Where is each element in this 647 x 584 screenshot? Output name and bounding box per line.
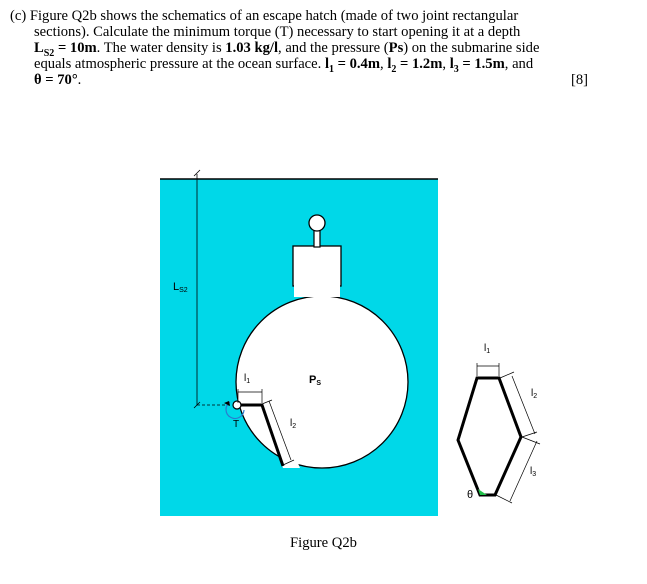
hatch-detail-outline: [458, 378, 521, 495]
density-value: 1.03 kg/l: [225, 40, 279, 56]
ls2-sub: S2: [43, 47, 55, 59]
question-label: (c): [10, 8, 27, 24]
torque-label: T: [233, 419, 240, 430]
line4-text-a: equals atmospheric pressure at the ocean surface.: [34, 56, 325, 72]
hinge-pivot: [233, 401, 241, 409]
ls2-value: = 10m: [54, 40, 97, 56]
line3-text-a: . The water density is: [96, 40, 226, 56]
detail-l3-label: $l_3$: [530, 466, 537, 478]
line5-end: .: [77, 72, 82, 88]
l1-label: $l_1$: [244, 373, 251, 385]
question-line-1-text: Figure Q2b shows the schematics of an escape hatch (made of two joint rectangular: [29, 8, 519, 24]
ps-symbol: Ps: [388, 40, 404, 56]
l2-label: $l_2$: [290, 418, 297, 430]
detail-l3-ext-top: [522, 437, 540, 444]
ps-label: PS: [309, 374, 322, 387]
hull-tower-cover: [294, 283, 340, 297]
detail-l2-label: $l_2$: [531, 388, 538, 400]
theta-value: θ = 70°: [34, 72, 78, 88]
tower-knob: [309, 215, 325, 231]
line4-sep-2: ,: [442, 56, 450, 72]
l3-sub: 3: [453, 63, 459, 75]
l2-amount: = 1.2m: [396, 56, 443, 72]
line4-end: , and: [504, 56, 534, 72]
line4-sep-1: ,: [380, 56, 388, 72]
hatch-detail: [458, 363, 540, 503]
ls2-letter: L: [34, 40, 44, 56]
l1-amount: = 0.4m: [334, 56, 381, 72]
l2-letter: l: [387, 56, 392, 72]
question-line-2: sections). Calculate the minimum torque (T) necessary to start opening it at a depth: [34, 24, 521, 40]
l3-letter: l: [449, 56, 454, 72]
line3-text-c: ) on the submarine side: [403, 40, 540, 56]
l1-letter: l: [324, 56, 329, 72]
l3-amount: = 1.5m: [458, 56, 505, 72]
detail-l2-ext-bottom: [522, 432, 537, 437]
question-marks: [8]: [570, 72, 588, 88]
figure-caption: Figure Q2b: [290, 535, 357, 551]
theta-label: θ: [467, 489, 474, 501]
hull-tower: [293, 246, 341, 286]
detail-l2-ext-top: [500, 372, 514, 378]
detail-l1-label: $l_1$: [484, 343, 491, 355]
detail-l3-ext-bottom: [496, 495, 512, 503]
ls2-label: LS2: [173, 281, 188, 294]
tower-mast: [314, 229, 320, 247]
line3-text-b: , and the pressure (: [278, 40, 389, 56]
l1-sub: 1: [329, 63, 334, 75]
l2-sub: 2: [391, 63, 397, 75]
